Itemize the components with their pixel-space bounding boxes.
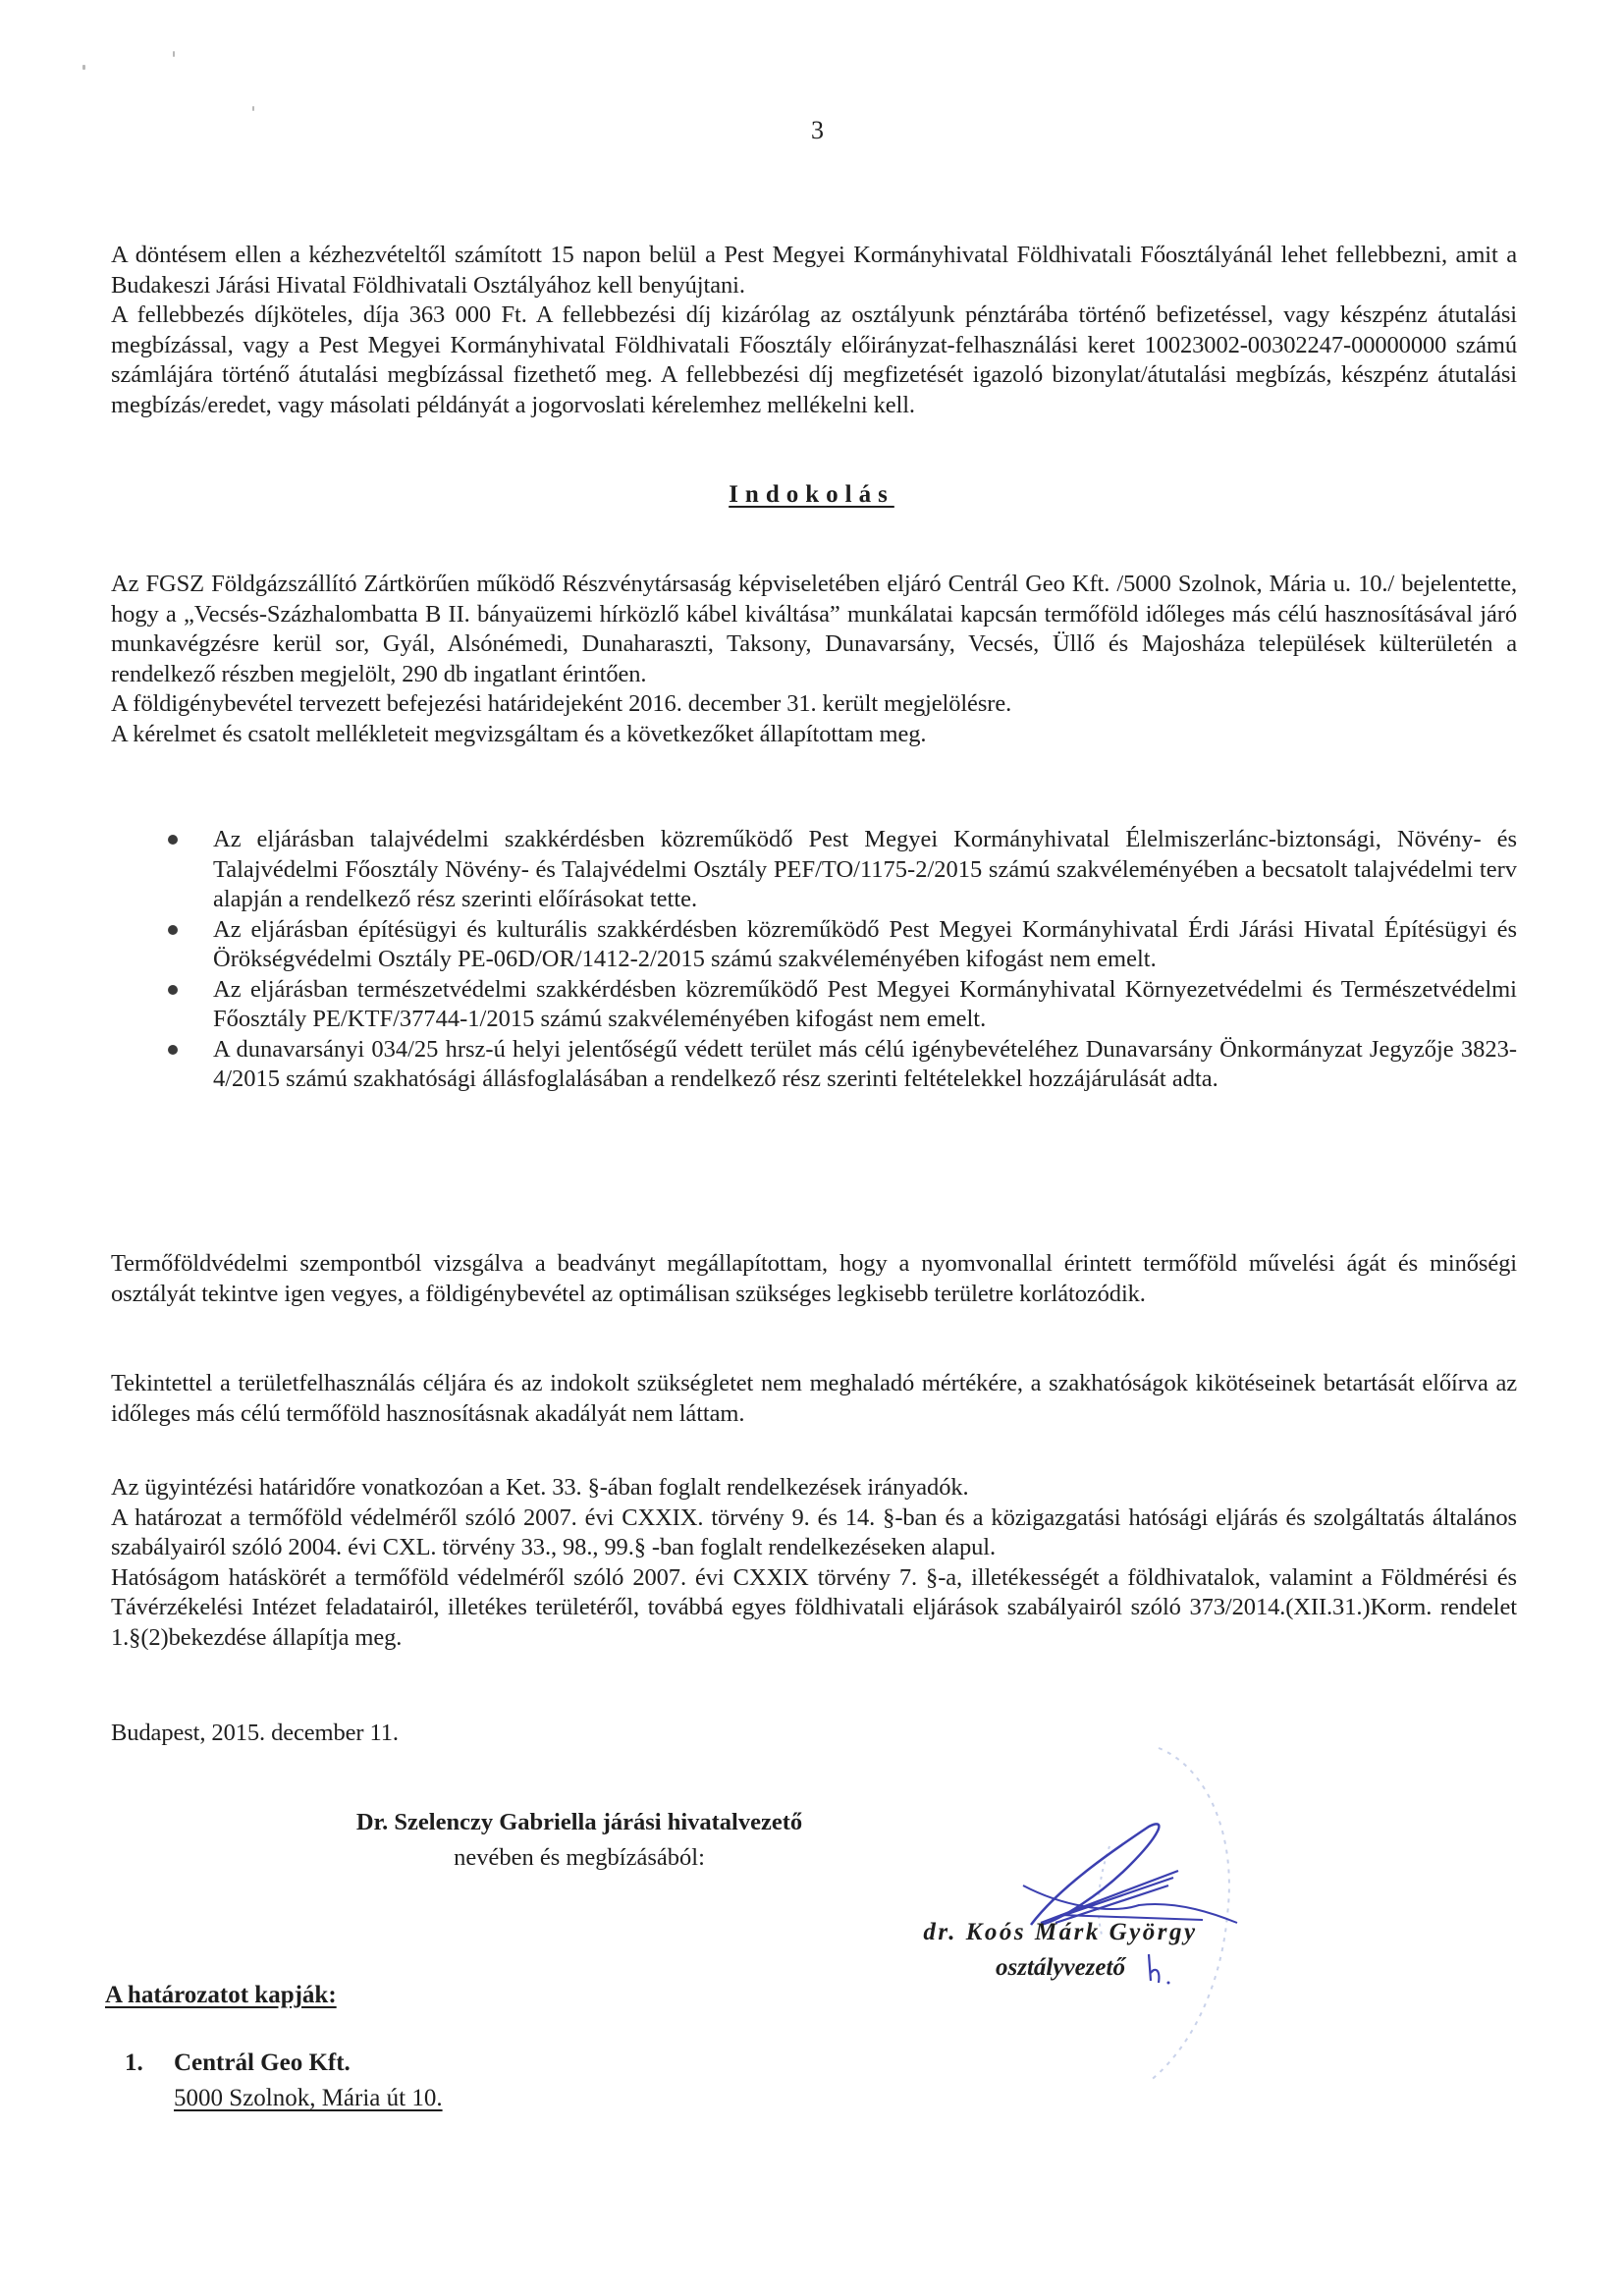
on-behalf-text: nevében és megbízásából:	[454, 1844, 705, 1871]
recipient-address: 5000 Szolnok, Mária út 10.	[174, 2085, 443, 2111]
signatory-name: Dr. Szelenczy Gabriella járási hivatalvezető	[355, 1809, 803, 1835]
recipient-item	[125, 2046, 443, 2116]
appeal-section	[111, 241, 1517, 420]
finding-text: Az eljárásban építésügyi és kulturális szakkérdésben közreműködő Pest Megyei Kormányhivatal Érdi Járási Hivatal Építésügyi és Örökségvédelmi Osztály PE-06D/OR/1412-2/2015 számú szakvéleményében kifogást nem emelt.	[213, 915, 1517, 972]
signatory-block	[295, 1805, 864, 1876]
finding-item	[111, 975, 1517, 1035]
finding-text: A dunavarsányi 034/25 hrsz-ú helyi jelentőségű védett terület más célú igénybevételéhez Dunavarsány Önkormányzat Jegyzője 3823-4/2015 számú szakhatósági állásfoglalásában a rendelkező rész szerinti feltételekkel hozzájárulását adta.	[213, 1035, 1517, 1092]
bullet-icon	[168, 925, 178, 935]
official-title: osztályvezető	[996, 1954, 1125, 1981]
soil-protection-paragraph	[111, 1249, 1517, 1309]
finding-text: Az eljárásban természetvédelmi szakkérdésben közreműködő Pest Megyei Kormányhivatal Környezetvédelmi és Természetvédelmi Főosztály PE/KTF/37744-1/2015 számú szakvéleményében kifogást nem emelt.	[213, 975, 1517, 1032]
land-use-text: Tekintettel a területfelhasználás céljára és az indokolt szükségletet nem meghaladó mértékére, a szakhatóságok kikötéseinek betartását előírva az időleges más célú termőföld hasznosításnak akadályát nem láttam.	[111, 1370, 1517, 1427]
finding-text: Az eljárásban talajvédelmi szakkérdésben közreműködő Pest Megyei Kormányhivatal Élelmiszerlánc-biztonsági, Növény- és Talajvédelmi Főosztály Növény- és Talajvédelmi Osztály PEF/TO/1175-2/2015 számú szakvéleményében a becsatolt talajvédelmi terv alapján a rendelkező rész szerinti előírásokat tette.	[213, 826, 1517, 912]
examination-statement: A kérelmet és csatolt mellékleteit megvizsgáltam és a következőket állapítottam meg.	[111, 720, 927, 747]
appeal-paragraph: A döntésem ellen a kézhezvételtől számított 15 napon belül a Pest Megyei Kormányhivatal Földhivatali Főosztályánál lehet fellebbezni, amit a Budakeszi Járási Hivatal Földhivatali Osztályához kell benyújtani.	[111, 242, 1517, 299]
recipient-name: Centrál Geo Kft.	[174, 2050, 351, 2076]
appeal-fee-paragraph: A fellebbezés díjköteles, díja 363 000 Ft. A fellebbezési díj kizárólag az osztályunk pénztárába történő befizetéssel, vagy készpénz átutalási megbízással, vagy a Pest Megyei Kormányhivatal Földhivatali Főosztály előirányzat-felhasználási keret 10023002-00302247-00000000 számú számlájára történő átutalási megbízással fizethető meg. A fellebbezési díj megfizetését igazoló bizonylat/átutalási megbízás, készpénz átutalási megbízás/eredet, vagy másolati példányát a jogorvoslati kérelemhez mellékelni kell.	[111, 301, 1517, 418]
justification-intro	[111, 570, 1517, 749]
place-date	[111, 1719, 1517, 1749]
land-use-paragraph	[111, 1369, 1517, 1429]
scan-speck	[252, 106, 254, 111]
deadline-statement: A földigénybevétel tervezett befejezési határidejeként 2016. december 31. került megjelölésre.	[111, 690, 1012, 717]
official-signature-block	[874, 1915, 1247, 1986]
handwritten-initial	[1139, 1949, 1178, 1989]
finding-item	[111, 825, 1517, 915]
bullet-icon	[168, 835, 178, 845]
scan-speck	[173, 51, 175, 57]
page-number: 3	[811, 116, 824, 144]
scan-speck	[82, 65, 85, 70]
finding-item	[111, 1035, 1517, 1095]
justification-heading: Indokolás	[729, 481, 894, 508]
request-description: Az FGSZ Földgázszállító Zártkörűen működő Részvénytársaság képviseletében eljáró Centrál Geo Kft. /5000 Szolnok, Mária u. 10./ bejelentette, hogy a „Vecsés-Százhalombatta B II. bányaüzemi hírközlő kábel kiváltása” munkálatai kapcsán termőföld időleges más célú hasznosításával járó munkavégzésre kerül sor, Gyál, Alsónémedi, Dunaharaszti, Taksony, Dunavarsány, Vecsés, Üllő és Majosháza települések külterületén a rendelkező részben megjelölt, 290 db ingatlant érintően.	[111, 571, 1517, 687]
official-name: dr. Koós Márk György	[923, 1919, 1198, 1945]
legal-basis-text: A határozat a termőföld védelméről szóló 2007. évi CXXIX. törvény 9. és 14. §-ban és a közigazgatási hatósági eljárás és szolgáltatás általános szabályairól szóló 2004. évi CXL. törvény 33., 98., 99.§ -ban foglalt rendelkezéseken alapul.	[111, 1503, 1517, 1560]
soil-protection-text: Termőföldvédelmi szempontból vizsgálva a beadványt megállapítottam, hogy a nyomvonallal érintett termőföld művelési ágát és minőségi osztályát tekintve igen vegyes, a földigénybevétel az optimálisan szükséges legkisebb területre korlátozódik.	[111, 1250, 1517, 1307]
recipients-heading: A határozatot kapják:	[105, 1982, 337, 2008]
deadline-rule: Az ügyintézési határidőre vonatkozóan a Ket. 33. §-ában foglalt rendelkezések irányadók.	[111, 1474, 969, 1501]
legal-basis-section	[111, 1473, 1517, 1653]
bullet-icon	[168, 1045, 178, 1055]
findings-list	[111, 825, 1517, 1095]
place-date-text: Budapest, 2015. december 11.	[111, 1720, 399, 1746]
recipient-number: 1.	[125, 2050, 143, 2076]
bullet-icon	[168, 985, 178, 995]
finding-item	[111, 915, 1517, 975]
competence-text: Hatóságom hatáskörét a termőföld védelméről szóló 2007. évi CXXIX törvény 7. §-a, illetékességét a földhivatalok, valamint a Földmérési és Távérzékelési Intézet feladatairól, illetékes területéről, továbbá egyes földhivatali eljárások szabályairól szóló 373/2014.(XII.31.)Korm. rendelet 1.§(2)bekezdése állapítja meg.	[111, 1563, 1517, 1651]
